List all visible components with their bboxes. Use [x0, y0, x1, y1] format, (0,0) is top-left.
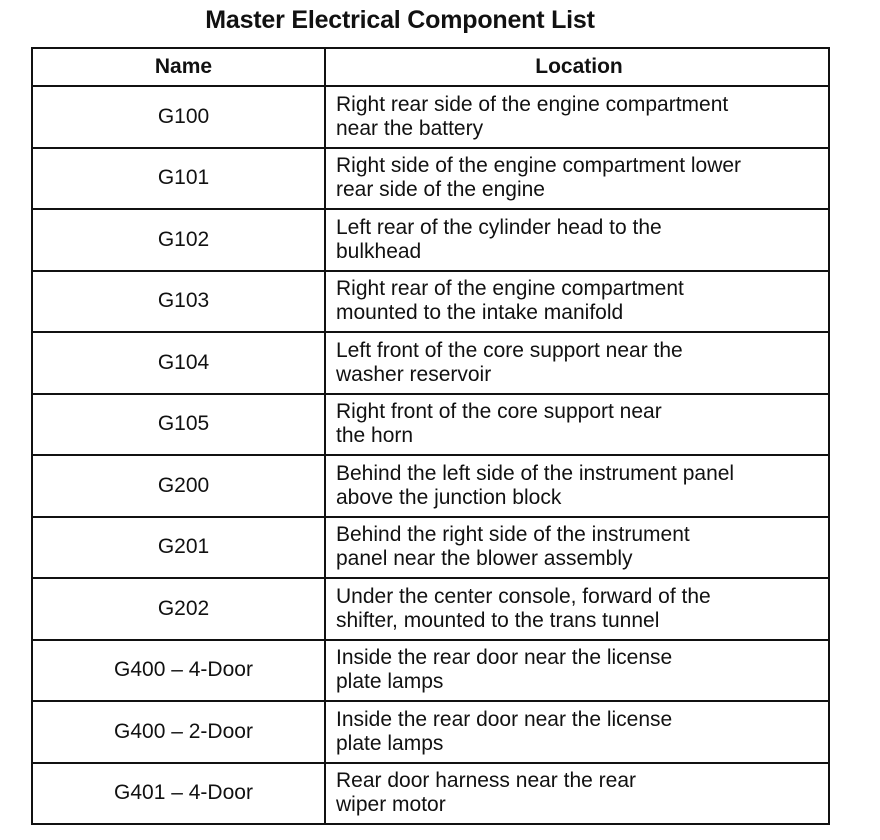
table-row: [33, 516, 828, 578]
location-line: the horn: [336, 424, 414, 448]
component-name: G102: [33, 210, 326, 270]
table-row: [33, 700, 828, 762]
location-line: Behind the left side of the instrument panel: [336, 461, 735, 485]
component-location: [326, 518, 828, 578]
component-location: [326, 641, 828, 701]
component-name: G103: [33, 272, 326, 332]
table-row: [33, 577, 828, 639]
table-header-row: [33, 49, 828, 85]
location-line: Right rear side of the engine compartment: [336, 92, 729, 116]
component-location: [326, 456, 828, 516]
table-row: [33, 393, 828, 455]
location-line: near the battery: [336, 116, 484, 140]
column-header-name: Name: [33, 49, 326, 85]
location-line: mounted to the intake manifold: [336, 301, 624, 325]
component-name: G400 – 4-Door: [33, 641, 326, 701]
location-line: Under the center console, forward of the: [336, 584, 711, 608]
component-name: G101: [33, 149, 326, 209]
component-table: [31, 47, 830, 825]
component-location: [326, 764, 828, 824]
component-location: [326, 87, 828, 147]
location-line: plate lamps: [336, 670, 444, 694]
location-line: panel near the blower assembly: [336, 547, 633, 571]
location-line: Left front of the core support near the: [336, 338, 683, 362]
component-location: [326, 210, 828, 270]
table-row: [33, 147, 828, 209]
table-row: [33, 270, 828, 332]
location-line: Inside the rear door near the license: [336, 707, 673, 731]
component-location: [326, 579, 828, 639]
location-line: above the junction block: [336, 485, 562, 509]
table-row: [33, 208, 828, 270]
component-name: G104: [33, 333, 326, 393]
table-row: [33, 85, 828, 147]
component-name: G100: [33, 87, 326, 147]
location-line: wiper motor: [336, 793, 446, 817]
location-line: shifter, mounted to the trans tunnel: [336, 608, 660, 632]
table-row: [33, 454, 828, 516]
component-location: [326, 702, 828, 762]
component-location: [326, 149, 828, 209]
location-line: bulkhead: [336, 239, 422, 263]
location-line: washer reservoir: [336, 362, 492, 386]
table-row: [33, 762, 828, 824]
component-name: G200: [33, 456, 326, 516]
location-line: Inside the rear door near the license: [336, 646, 673, 670]
table-row: [33, 331, 828, 393]
location-line: Left rear of the cylinder head to the: [336, 215, 662, 239]
component-name: G400 – 2-Door: [33, 702, 326, 762]
component-name: G401 – 4-Door: [33, 764, 326, 824]
table-row: [33, 639, 828, 701]
component-location: [326, 272, 828, 332]
location-line: plate lamps: [336, 731, 444, 755]
component-location: [326, 333, 828, 393]
location-line: rear side of the engine: [336, 178, 545, 202]
column-header-location: Location: [535, 55, 623, 78]
component-location: [326, 395, 828, 455]
location-line: Right side of the engine compartment lower: [336, 154, 742, 178]
location-line: Right front of the core support near: [336, 400, 662, 424]
component-name: G201: [33, 518, 326, 578]
location-line: Rear door harness near the rear: [336, 769, 636, 793]
location-line: Right rear of the engine compartment: [336, 277, 684, 301]
component-name: G202: [33, 579, 326, 639]
location-line: Behind the right side of the instrument: [336, 523, 690, 547]
page-title: Master Electrical Component List: [205, 6, 595, 34]
component-name: G105: [33, 395, 326, 455]
